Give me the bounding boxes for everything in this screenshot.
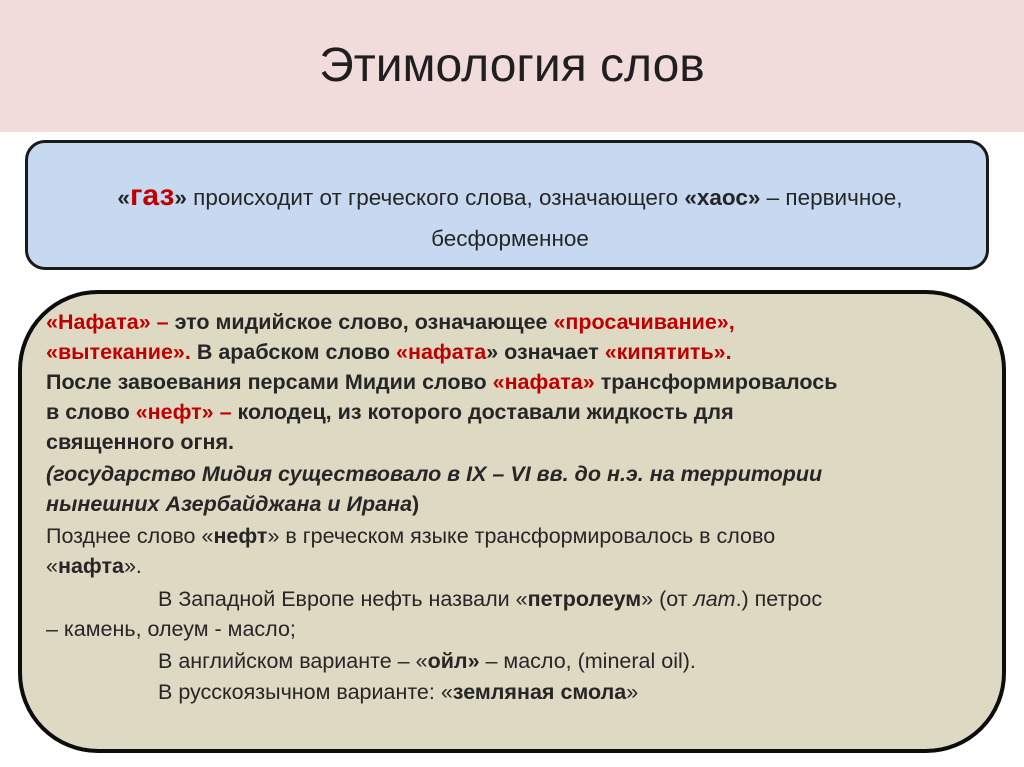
word-gas: газ	[129, 179, 175, 212]
text-line-9	[46, 554, 142, 579]
text-line-11: – камень, олеум - масло;	[46, 617, 296, 641]
line10-text: В Западной Европе нефть назвали «	[158, 587, 528, 611]
text-line-7	[46, 492, 419, 517]
quote-open: «	[117, 185, 130, 210]
text-line-10	[158, 587, 822, 612]
word-nafata: «Нафата» –	[46, 310, 169, 334]
quote-close-2: ».	[123, 554, 142, 578]
word-prosachivanie: «просачивание»,	[553, 310, 735, 334]
line12-text: В английском варианте – «	[158, 649, 428, 673]
word-neft: «нефт» –	[135, 400, 232, 424]
media-state-note: (государство Мидия существовало в IX – VI вв. до н.э. на территории	[46, 462, 823, 486]
word-vytekanie: «вытекание».	[46, 340, 191, 364]
line12-text-2: – масло, (mineral oil).	[479, 649, 696, 673]
text-line-3	[46, 370, 837, 395]
text-line-5: священного огня.	[46, 430, 235, 454]
word-lat: лат	[693, 587, 736, 611]
text-line-4	[46, 400, 734, 425]
gas-text-2: – первичное,	[760, 185, 903, 210]
line1-text: это мидийское слово, означающее	[168, 310, 554, 334]
line10-text-2: » (от	[641, 587, 694, 611]
line10-text-3: .) петрос	[735, 587, 823, 611]
line8-text-2: » в греческом языке трансформировалось в слово	[267, 524, 776, 548]
line13-text: В русскоязычном варианте: «	[158, 680, 453, 704]
paren-close: )	[412, 492, 420, 516]
word-nafata-3: «нафата»	[492, 370, 595, 394]
line3-text-2: трансформировалось	[594, 370, 838, 394]
line3-text: После завоевания персами Мидии слово	[46, 370, 493, 394]
gas-text-3: бесформенное	[431, 226, 589, 251]
media-state-note-2: нынешних Азербайджана и Ирана	[46, 492, 413, 516]
word-petroleum: петролеум	[527, 587, 642, 611]
quote-close-3: »	[626, 680, 639, 704]
word-nafta: нафта	[57, 554, 124, 578]
text-line-6	[46, 462, 822, 487]
line8-text: Позднее слово «	[46, 524, 214, 548]
gas-etymology-box	[25, 140, 989, 270]
word-zemlyanaya-smola: земляная смола	[452, 680, 627, 704]
gas-etymology-text	[58, 175, 962, 259]
quote-close: »	[174, 185, 187, 210]
text-line-13	[158, 680, 638, 705]
text-line-8	[46, 524, 775, 549]
word-neft-2: нефт	[213, 524, 268, 548]
word-oil: ойл»	[427, 649, 480, 673]
title-banner	[0, 0, 1024, 132]
quote-open-2: «	[46, 554, 58, 578]
word-kipyatit: «кипятить».	[604, 340, 732, 364]
line2-text: В арабском слово	[190, 340, 397, 364]
text-line-1	[46, 310, 735, 335]
line4-text: в слово	[46, 400, 136, 424]
word-haos: «хаос»	[684, 185, 761, 210]
line2-text-2: » означает	[486, 340, 605, 364]
word-nafata-2: «нафата	[396, 340, 487, 364]
line4-text-2: колодец, из которого доставали жидкость для	[231, 400, 734, 424]
page-title: Этимология слов	[319, 39, 705, 92]
gas-text-1: происходит от греческого слова, означающего	[186, 185, 685, 210]
text-line-12	[158, 649, 696, 674]
text-line-2	[46, 340, 732, 365]
